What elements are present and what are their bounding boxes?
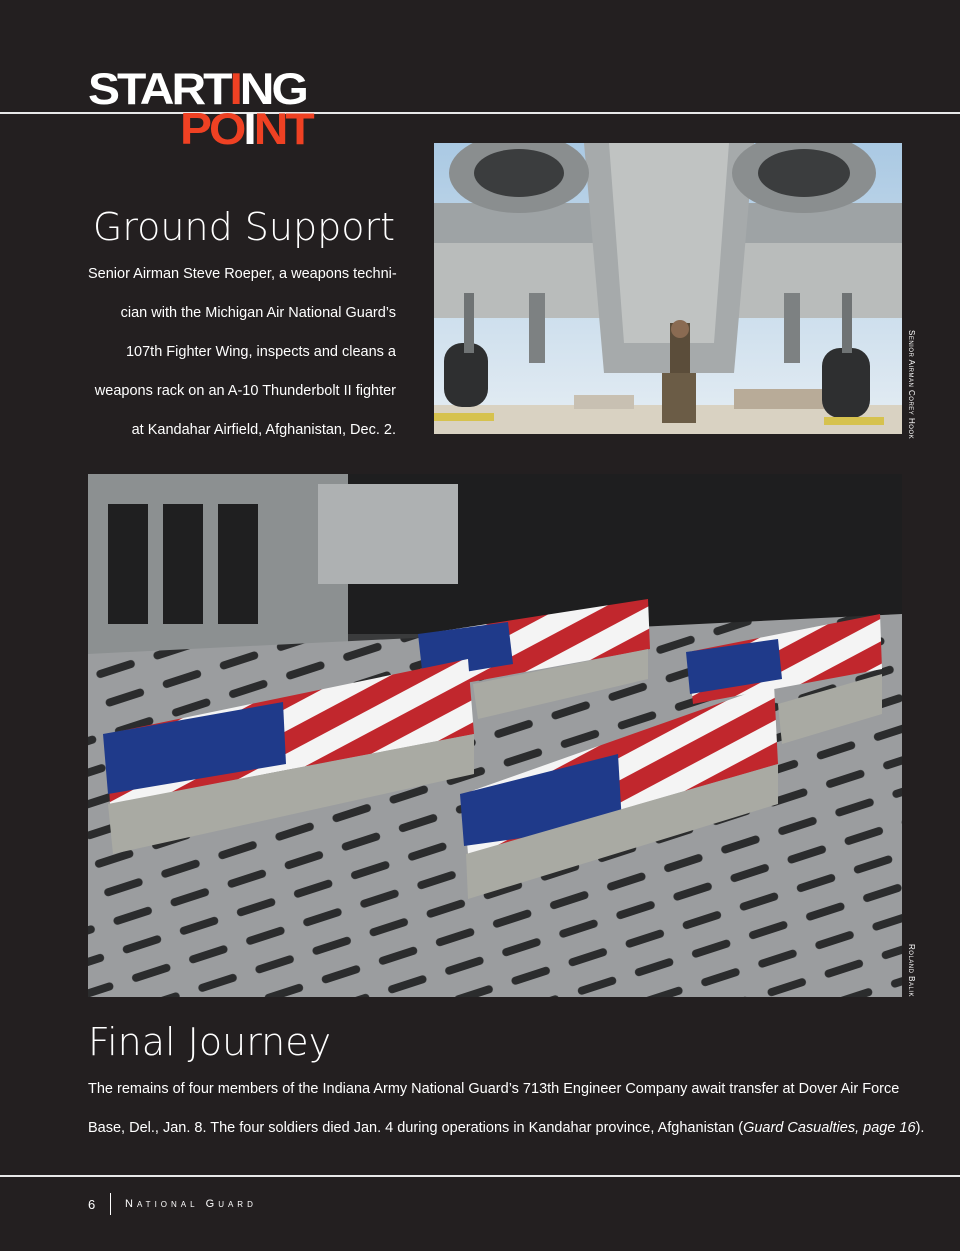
magazine-name: National Guard (125, 1198, 257, 1210)
caption-line: Base, Del., Jan. 8. The four soldiers died Jan. 4 during operations in Kandahar province, Afghanistan (Guard Casualties, page 16). (88, 1120, 925, 1136)
caption-line: cian with the Michigan Air National Guard’s (120, 305, 396, 321)
logo-line-point: POINT (180, 105, 312, 155)
section-logo (88, 65, 350, 155)
bottom-rule (0, 1175, 960, 1177)
page-number: 6 (88, 1196, 96, 1212)
final-journey-caption (88, 1070, 925, 1148)
caption-line: at Kandahar Airfield, Afghanistan, Dec. 2. (131, 422, 396, 438)
footer-divider (110, 1193, 111, 1215)
final-journey-heading: Final Journey (88, 1020, 332, 1064)
page-reference: Guard Casualties, page 16 (743, 1120, 916, 1136)
final-journey-photo-credit: Roland Balik (907, 944, 916, 998)
ground-support-heading: Ground Support (92, 205, 395, 249)
page-footer (88, 1193, 257, 1215)
aircraft-illustration (434, 143, 902, 434)
caption-line: weapons rack on an A-10 Thunderbolt II fighter (94, 383, 396, 399)
transfer-cases-illustration (88, 474, 902, 997)
caption-line: The remains of four members of the Indiana Army National Guard’s 713th Engineer Company await transfer at Dover Air Force (88, 1081, 900, 1097)
flag-draped-cases-photo (88, 474, 902, 997)
caption-line: Senior Airman Steve Roeper, a weapons techni- (88, 266, 397, 282)
logo-line-starting: STARTING (88, 65, 306, 115)
aircraft-photo (434, 143, 902, 434)
ground-support-caption (88, 255, 396, 450)
caption-line: 107th Fighter Wing, inspects and cleans a (125, 344, 396, 360)
ground-support-photo-credit: Senior Airman Corey Hook (907, 330, 916, 440)
